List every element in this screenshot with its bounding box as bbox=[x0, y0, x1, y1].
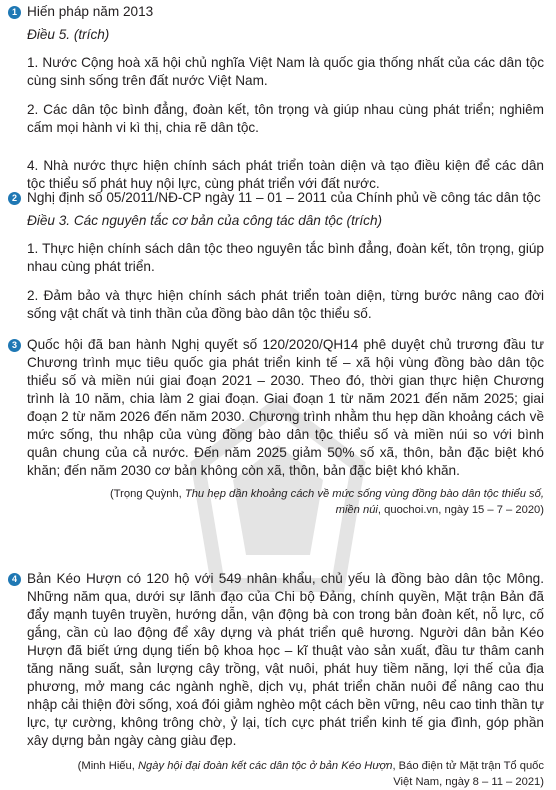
item-3-body: Quốc hội đã ban hành Nghị quyết số 120/2020/QH14 phê duyệt chủ trương đầu tư Chương trình mục tiêu quốc gia phát triển kinh tế – xã hội vùng đồng bào dân tộc thiểu số và miền núi giai đoạn 2021 – 2030. Theo đó, thời gian thực hiện Chương trình là 10 năm, chia làm 2 giai đoạn. Giai đoạn 1 từ năm 2021 đến năm 2025; giai đoạn 2 từ năm 2026 đến năm 2030. Chương trình nhằm thu hẹp dần khoảng cách về mức sống, thu nhập của vùng đồng bào dân tộc thiểu số và miền núi so với bình quân chung của cả nước. Đến năm 2025 giảm 50% số xã, thôn, bản đặc biệt khó khăn; đến năm 2030 cơ bản không còn xã, thôn, bản đặc biệt khó khăn. bbox=[27, 337, 544, 478]
number-badge-1: 1 bbox=[8, 6, 21, 19]
item-2-subheading: Điều 3. Các nguyên tắc cơ bản của công tác dân tộc (trích) bbox=[27, 213, 383, 228]
item-1-heading: Hiến pháp năm 2013 bbox=[27, 4, 154, 19]
item-1-paragraph-2: 2. Các dân tộc bình đẳng, đoàn kết, tôn trọng và giúp nhau cùng phát triển; nghiêm cấm mọi hành vi kì thị, chia rẽ dân tộc. bbox=[27, 102, 544, 135]
item-1-subheading: Điều 5. (trích) bbox=[27, 27, 110, 42]
item-1-paragraph-1: 1. Nước Cộng hoà xã hội chủ nghĩa Việt Nam là quốc gia thống nhất của các dân tộc cùng sinh sống trên đất nước Việt Nam. bbox=[27, 55, 544, 88]
item-4-source-title: Ngày hội đại đoàn kết các dân tộc ở bản Kéo Hượn bbox=[137, 760, 393, 772]
item-4 bbox=[0, 570, 556, 790]
item-3-source-title: Thu hẹp dần khoảng cách về mức sống vùng đồng bào dân tộc thiểu số, miền núi bbox=[184, 488, 544, 516]
item-2-heading: Nghị định số 05/2011/NĐ-CP ngày 11 – 01 – 2011 của Chính phủ về công tác dân tộc bbox=[27, 190, 541, 205]
item-3-source: (Trọng Quỳnh, Thu hẹp dần khoảng cách về mức sống vùng đồng bào dân tộc thiểu số, miền núi, quochoi.vn, ngày 15 – 7 – 2020) bbox=[110, 488, 544, 516]
number-badge-4: 4 bbox=[8, 573, 21, 586]
item-2 bbox=[0, 189, 556, 323]
item-4-body: Bản Kéo Hượn có 120 hộ với 549 nhân khẩu, chủ yếu là đồng bào dân tộc Mông. Những năm qua, dưới sự lãnh đạo của Chi bộ Đảng, chính quyền, Mặt trận Bản đã đẩy mạnh tuyên truyền, hướng dẫn, vận động bà con trong bản đoàn kết, nỗ lực, cố gắng, cần cù lao động để xây dựng và phát triển quê hương. Người dân bản Kéo Hượn đã biết ứng dụng tiến bộ khoa học – kĩ thuật vào sản xuất, đầu tư thâm canh tăng năng suất, sản lượng cây trồng, vật nuôi, phát huy tiềm năng, lợi thế của địa phương, mở mang các ngành nghề, dịch vụ, phát triển chăn nuôi để nâng cao thu nhập cải thiện đời sống, xoá đói giảm nghèo một cách bền vững, nêu cao tinh thần tự lực, tự cường, không trông chờ, ỷ lại, tích cực phát triển kinh tế gia đình, góp phần xây dựng bản ngày càng giàu đẹp. bbox=[27, 571, 544, 748]
item-1 bbox=[0, 3, 556, 193]
number-badge-3: 3 bbox=[8, 339, 21, 352]
item-4-source: (Minh Hiếu, Ngày hội đại đoàn kết các dân tộc ở bản Kéo Hượn, Báo điện tử Mặt trận Tổ quốc Việt Nam, ngày 8 – 11 – 2021) bbox=[77, 760, 544, 788]
item-2-paragraph-1: 1. Thực hiện chính sách dân tộc theo nguyên tắc bình đẳng, đoàn kết, tôn trọng, giúp nhau cùng phát triển. bbox=[27, 241, 544, 274]
item-1-paragraph-3: 4. Nhà nước thực hiện chính sách phát triển toàn diện và tạo điều kiện để các dân tộc thiểu số phát huy nội lực, cùng phát triển với đất nước. bbox=[27, 158, 544, 191]
item-3 bbox=[0, 336, 556, 518]
number-badge-2: 2 bbox=[8, 192, 21, 205]
item-2-paragraph-2: 2. Đảm bảo và thực hiện chính sách phát triển toàn diện, từng bước nâng cao đời sống vật chất và tinh thần của đồng bào dân tộc thiểu số. bbox=[27, 288, 544, 321]
